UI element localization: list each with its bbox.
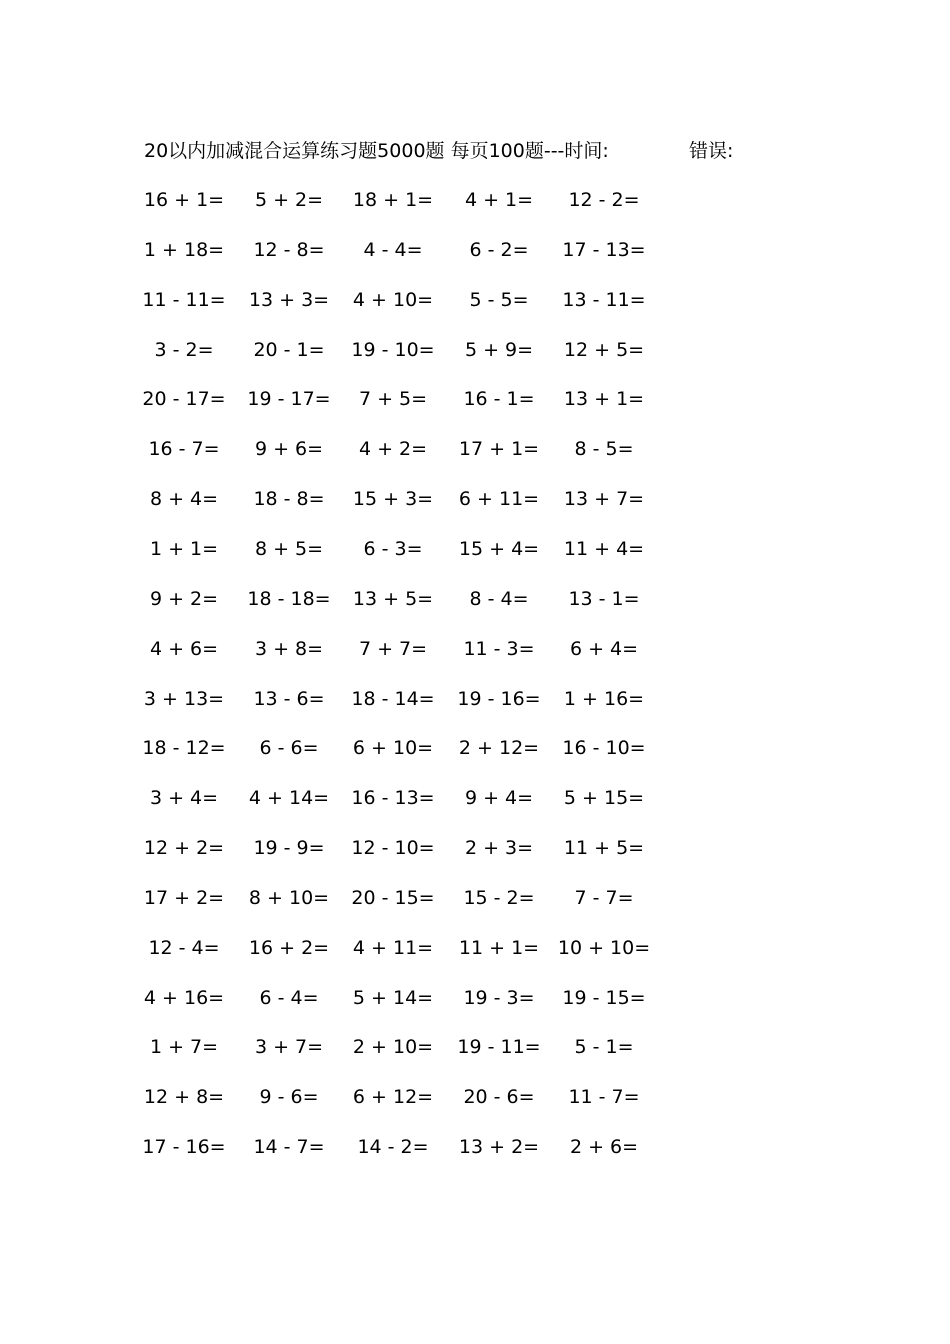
problem-row xyxy=(0,336,950,364)
math-problem: 4 + 14= xyxy=(248,787,330,810)
math-problem: 20 - 6= xyxy=(463,1086,535,1109)
math-problem: 1 + 18= xyxy=(143,238,225,261)
math-problem: 12 + 2= xyxy=(143,837,225,860)
math-problem: 8 - 4= xyxy=(469,587,529,610)
math-problem: 13 + 1= xyxy=(563,388,645,411)
problem-row xyxy=(0,734,950,762)
math-problem: 4 + 2= xyxy=(358,438,428,461)
math-problem: 19 - 9= xyxy=(253,837,325,860)
worksheet-header xyxy=(144,138,734,164)
math-problem: 13 - 6= xyxy=(253,687,325,710)
math-problem: 5 - 5= xyxy=(469,288,529,311)
math-problem: 3 + 4= xyxy=(149,787,219,810)
math-problem: 18 - 8= xyxy=(253,488,325,511)
math-problem: 14 - 2= xyxy=(357,1136,429,1159)
math-problem: 8 - 5= xyxy=(574,438,634,461)
problem-row xyxy=(0,685,950,713)
math-problem: 7 + 5= xyxy=(358,388,428,411)
math-problem: 16 - 1= xyxy=(463,388,535,411)
math-problem: 6 - 4= xyxy=(259,986,319,1009)
math-problem: 19 - 15= xyxy=(562,986,646,1009)
math-problem: 15 + 3= xyxy=(352,488,434,511)
problem-row xyxy=(0,1083,950,1111)
problem-row xyxy=(0,286,950,314)
math-problem: 16 + 2= xyxy=(248,936,330,959)
math-problem: 9 + 4= xyxy=(464,787,534,810)
math-problem: 5 + 15= xyxy=(563,787,645,810)
math-problem: 6 + 4= xyxy=(569,637,639,660)
math-problem: 4 + 10= xyxy=(352,288,434,311)
math-problem: 11 - 7= xyxy=(568,1086,640,1109)
worksheet-title: 20以内加减混合运算练习题5000题 每页100题---时间: xyxy=(144,140,609,162)
math-problem: 5 + 14= xyxy=(352,986,434,1009)
math-problem: 12 + 8= xyxy=(143,1086,225,1109)
problem-row xyxy=(0,236,950,264)
math-problem: 8 + 10= xyxy=(248,886,330,909)
problem-row xyxy=(0,834,950,862)
math-problem: 13 + 5= xyxy=(352,587,434,610)
math-problem: 7 - 7= xyxy=(574,886,634,909)
math-problem: 6 + 11= xyxy=(458,488,540,511)
math-problem: 9 + 6= xyxy=(254,438,324,461)
math-problem: 6 - 6= xyxy=(259,737,319,760)
math-problem: 11 + 5= xyxy=(563,837,645,860)
math-problem: 19 - 10= xyxy=(351,338,435,361)
math-problem: 2 + 10= xyxy=(352,1036,434,1059)
math-problem: 2 + 12= xyxy=(458,737,540,760)
math-problem: 12 - 2= xyxy=(568,189,640,211)
math-problem: 13 + 2= xyxy=(458,1136,540,1159)
problem-row xyxy=(0,884,950,912)
math-problem: 1 + 16= xyxy=(563,687,645,710)
math-problem: 5 + 2= xyxy=(254,189,324,211)
math-problem: 12 + 5= xyxy=(563,338,645,361)
math-problem: 4 + 6= xyxy=(149,637,219,660)
problem-row xyxy=(0,585,950,613)
math-problem: 16 - 7= xyxy=(148,438,220,461)
problem-row xyxy=(0,635,950,663)
math-problem: 17 - 16= xyxy=(142,1136,226,1159)
math-problem: 3 + 7= xyxy=(254,1036,324,1059)
math-problem: 19 - 3= xyxy=(463,986,535,1009)
problem-row xyxy=(0,934,950,962)
math-problem: 19 - 11= xyxy=(457,1036,541,1059)
math-problem: 17 - 13= xyxy=(562,238,646,261)
math-problem: 15 + 4= xyxy=(458,537,540,560)
math-problem: 20 - 15= xyxy=(351,886,435,909)
math-problem: 9 - 6= xyxy=(259,1086,319,1109)
errors-label: 错误: xyxy=(689,140,734,162)
problem-row xyxy=(0,485,950,513)
math-problem: 1 + 7= xyxy=(149,1036,219,1059)
math-problem: 12 - 10= xyxy=(351,837,435,860)
math-problem: 18 - 14= xyxy=(351,687,435,710)
math-problem: 11 + 4= xyxy=(563,537,645,560)
math-problem: 13 - 11= xyxy=(562,288,646,311)
math-problem: 18 + 1= xyxy=(352,189,434,211)
math-problem: 11 - 3= xyxy=(463,637,535,660)
math-problem: 4 - 4= xyxy=(363,238,423,261)
problem-row xyxy=(0,1033,950,1061)
problem-row xyxy=(0,435,950,463)
math-problem: 18 - 18= xyxy=(247,587,331,610)
math-problem: 8 + 4= xyxy=(149,488,219,511)
math-problem: 15 - 2= xyxy=(463,886,535,909)
math-problem: 3 + 13= xyxy=(143,687,225,710)
math-problem: 16 - 10= xyxy=(562,737,646,760)
math-problem: 11 + 1= xyxy=(458,936,540,959)
math-problem: 2 + 6= xyxy=(569,1136,639,1159)
math-problem: 5 - 1= xyxy=(574,1036,634,1059)
math-problem: 16 - 13= xyxy=(351,787,435,810)
math-problem: 19 - 16= xyxy=(457,687,541,710)
math-problem: 5 + 9= xyxy=(464,338,534,361)
math-problem: 17 + 1= xyxy=(458,438,540,461)
problem-row xyxy=(0,984,950,1012)
math-problem: 4 + 11= xyxy=(352,936,434,959)
math-problem: 12 - 4= xyxy=(148,936,220,959)
math-problem: 1 + 1= xyxy=(149,537,219,560)
math-problem: 9 + 2= xyxy=(149,587,219,610)
math-problem: 16 + 1= xyxy=(143,189,225,211)
math-problem: 13 + 3= xyxy=(248,288,330,311)
problem-row xyxy=(0,385,950,413)
math-problem: 14 - 7= xyxy=(253,1136,325,1159)
math-problem: 8 + 5= xyxy=(254,537,324,560)
math-problem: 6 - 2= xyxy=(469,238,529,261)
math-problem: 3 - 2= xyxy=(154,338,214,361)
problem-row xyxy=(0,186,950,214)
math-problem: 4 + 1= xyxy=(464,189,534,211)
math-problem: 6 + 12= xyxy=(352,1086,434,1109)
math-problem: 13 + 7= xyxy=(563,488,645,511)
math-problem: 20 - 1= xyxy=(253,338,325,361)
math-problem: 18 - 12= xyxy=(142,737,226,760)
problem-row xyxy=(0,784,950,812)
problem-row xyxy=(0,535,950,563)
math-problem: 4 + 16= xyxy=(143,986,225,1009)
math-problem: 19 - 17= xyxy=(247,388,331,411)
math-problem: 20 - 17= xyxy=(142,388,226,411)
math-problem: 11 - 11= xyxy=(142,288,226,311)
math-problem: 6 + 10= xyxy=(352,737,434,760)
math-problem: 6 - 3= xyxy=(363,537,423,560)
math-problem: 2 + 3= xyxy=(464,837,534,860)
problem-row xyxy=(0,1133,950,1161)
math-problem: 7 + 7= xyxy=(358,637,428,660)
math-problem: 3 + 8= xyxy=(254,637,324,660)
math-problem: 17 + 2= xyxy=(143,886,225,909)
math-problem: 10 + 10= xyxy=(557,936,651,959)
math-problem: 12 - 8= xyxy=(253,238,325,261)
math-problem: 13 - 1= xyxy=(568,587,640,610)
